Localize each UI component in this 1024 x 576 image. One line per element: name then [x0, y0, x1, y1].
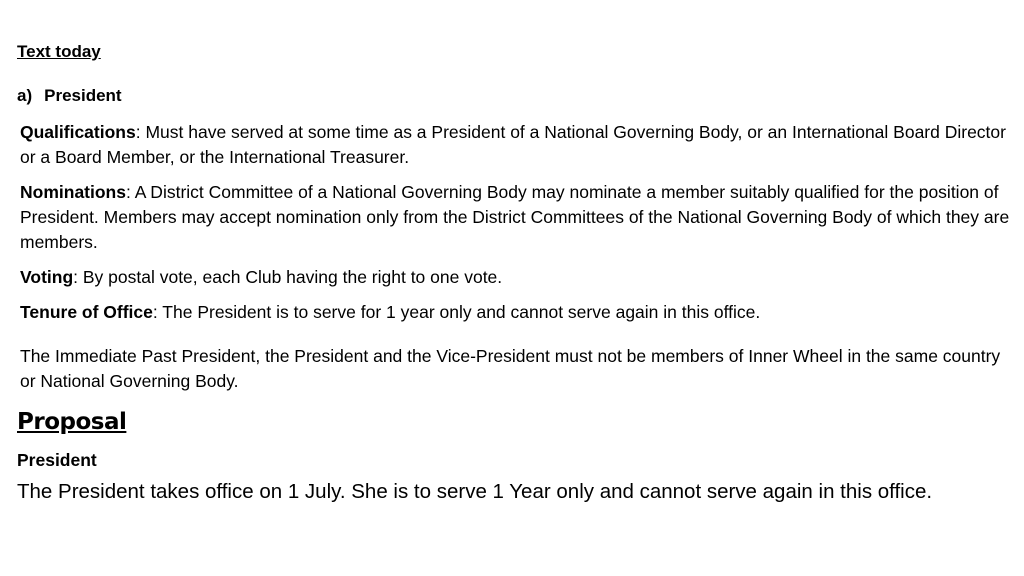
section-a-heading: [17, 86, 122, 106]
page-title: Text today: [17, 42, 101, 61]
proposal-heading: Proposal: [17, 409, 127, 435]
voting-label: Voting: [20, 267, 74, 287]
nominations-label: Nominations: [20, 182, 126, 202]
nominations-text: : A District Committee of a National Governing Body may nominate a member suitably qualified for the position of President. Members may accept nomination only from the District Committees of the National Governing Body of which they are members.: [20, 182, 1010, 252]
tenure-text: : The President is to serve for 1 year only and cannot serve again in this office.: [152, 302, 761, 322]
section-a-title: President: [44, 86, 122, 105]
voting-text: : By postal vote, each Club having the right to one vote.: [73, 267, 503, 287]
qualifications-paragraph: [20, 120, 1010, 170]
tenure-paragraph: [20, 300, 1010, 325]
qualifications-label: Qualifications: [20, 122, 136, 142]
tenure-label: Tenure of Office: [20, 302, 153, 322]
eligibility-note: The Immediate Past President, the President and the Vice-President must not be members of Inner Wheel in the same country or National Governing Body.: [20, 346, 1001, 391]
proposal-subheading: President: [17, 450, 97, 470]
nominations-paragraph: [20, 180, 1010, 255]
voting-paragraph: [20, 265, 1010, 290]
qualifications-text: : Must have served at some time as a President of a National Governing Body, or an International Board Director or a Board Member, or the International Treasurer.: [20, 122, 1006, 167]
proposal-text: The President takes office on 1 July. She is to serve 1 Year only and cannot serve again in this office.: [17, 480, 933, 503]
list-marker: a): [17, 86, 33, 105]
